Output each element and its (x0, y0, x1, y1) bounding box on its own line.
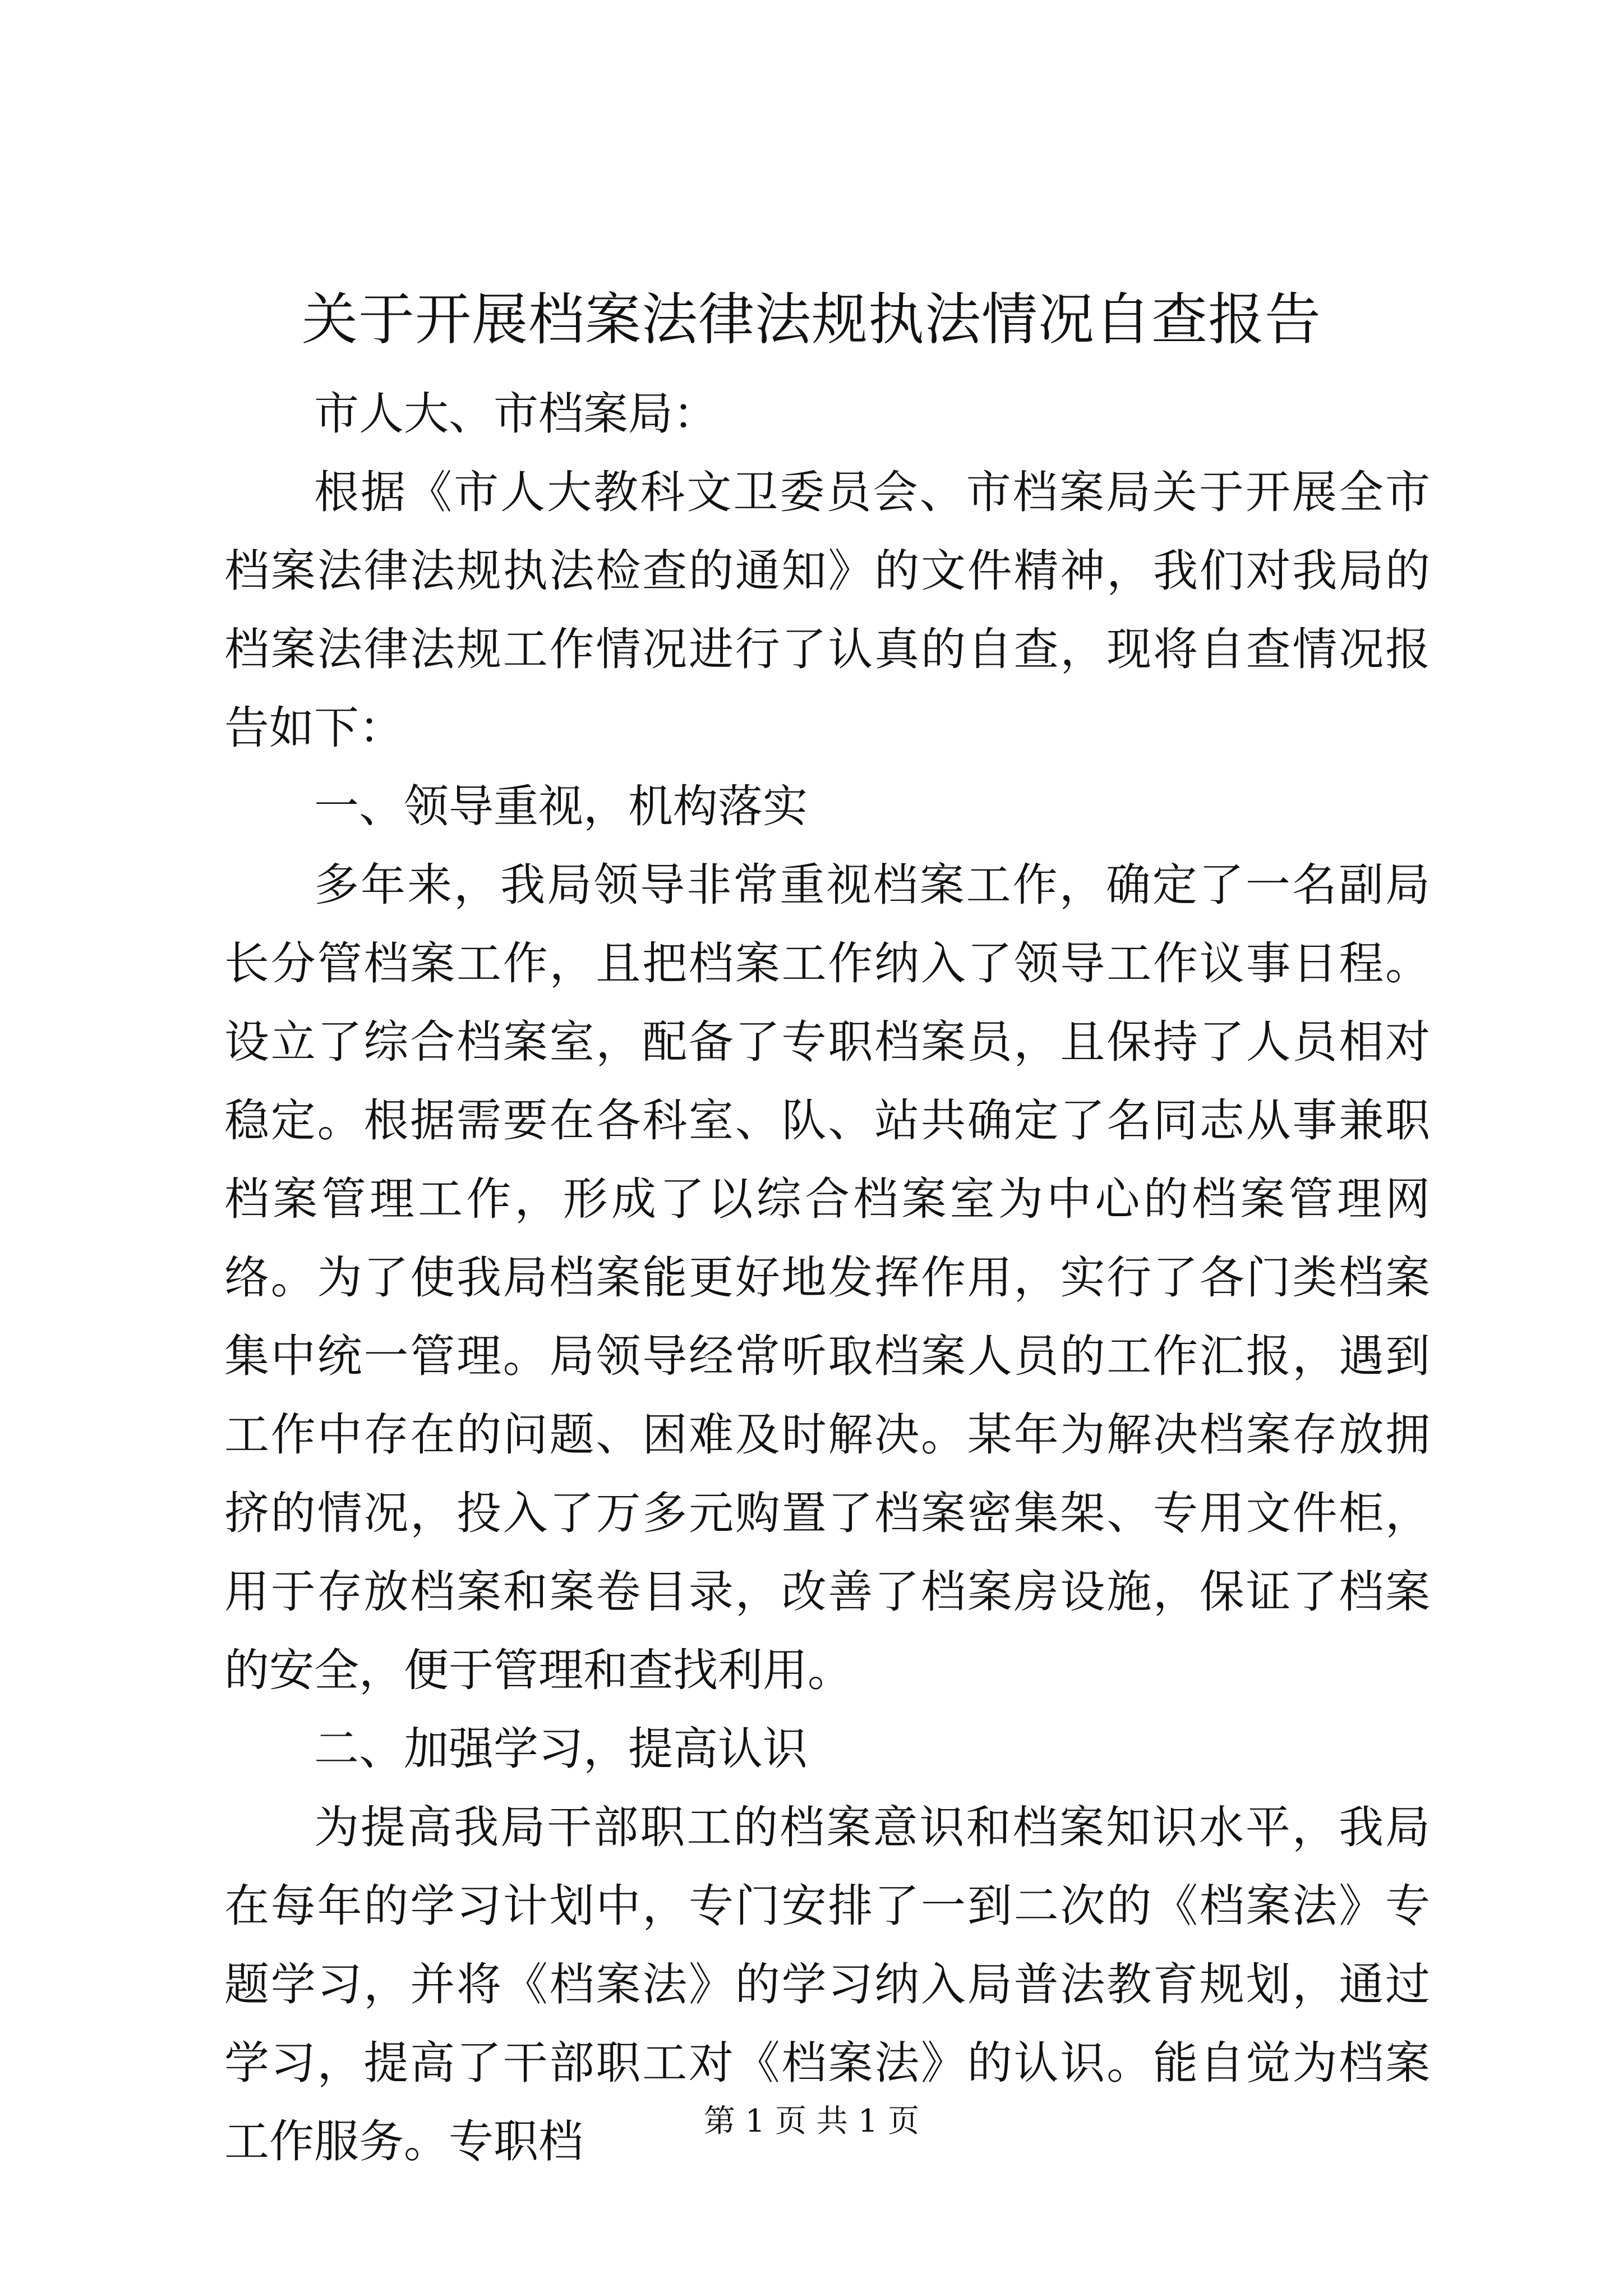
paragraph-intro: 根据《市人大教科文卫委员会、市档案局关于开展全市档案法律法规执法检查的通知》的文件精神，我们对我局的档案法律法规工作情况进行了认真的自查，现将自查情况报告如下： (224, 466, 1430, 754)
paragraph-section-2: 为提高我局干部职工的档案意识和档案知识水平，我局在每年的学习计划中，专门安排了一到二次的《档案法》专题学习，并将《档案法》的学习纳入局普法教育规划，通过学习，提高了干部职工对《档案法》的认识。能自觉为档案工作服务。专职档 (224, 1801, 1430, 2168)
section-heading-1: 一、领导重视，机构落实 (314, 780, 808, 832)
paragraph-section-1: 多年来，我局领导非常重视档案工作，确定了一名副局长分管档案工作，且把档案工作纳入了领导工作议事日程。设立了综合档案室，配备了专职档案员，且保持了人员相对稳定。根据需要在各科室、队、站共确定了名同志从事兼职档案管理工作，形成了以综合档案室为中心的档案管理网络。为了使我局档案能更好地发挥作用，实行了各门类档案集中统一管理。局领导经常听取档案人员的工作汇报，遇到工作中存在的问题、困难及时解决。某年为解决档案存放拥挤的情况，投入了万多元购置了档案密集架、专用文件柜，用于存放档案和案卷目录，改善了档案房设施，保证了档案的安全，便于管理和查找利用。 (224, 859, 1430, 1696)
document-title: 关于开展档案法律法规执法情况自查报告 (302, 287, 1321, 352)
page-footer: 第 1 页 共 1 页 (703, 2103, 920, 2139)
document-body (224, 375, 1430, 2181)
section-heading-2: 二、加强学习，提高认识 (314, 1723, 808, 1775)
salutation: 市人大、市档案局： (314, 388, 718, 440)
